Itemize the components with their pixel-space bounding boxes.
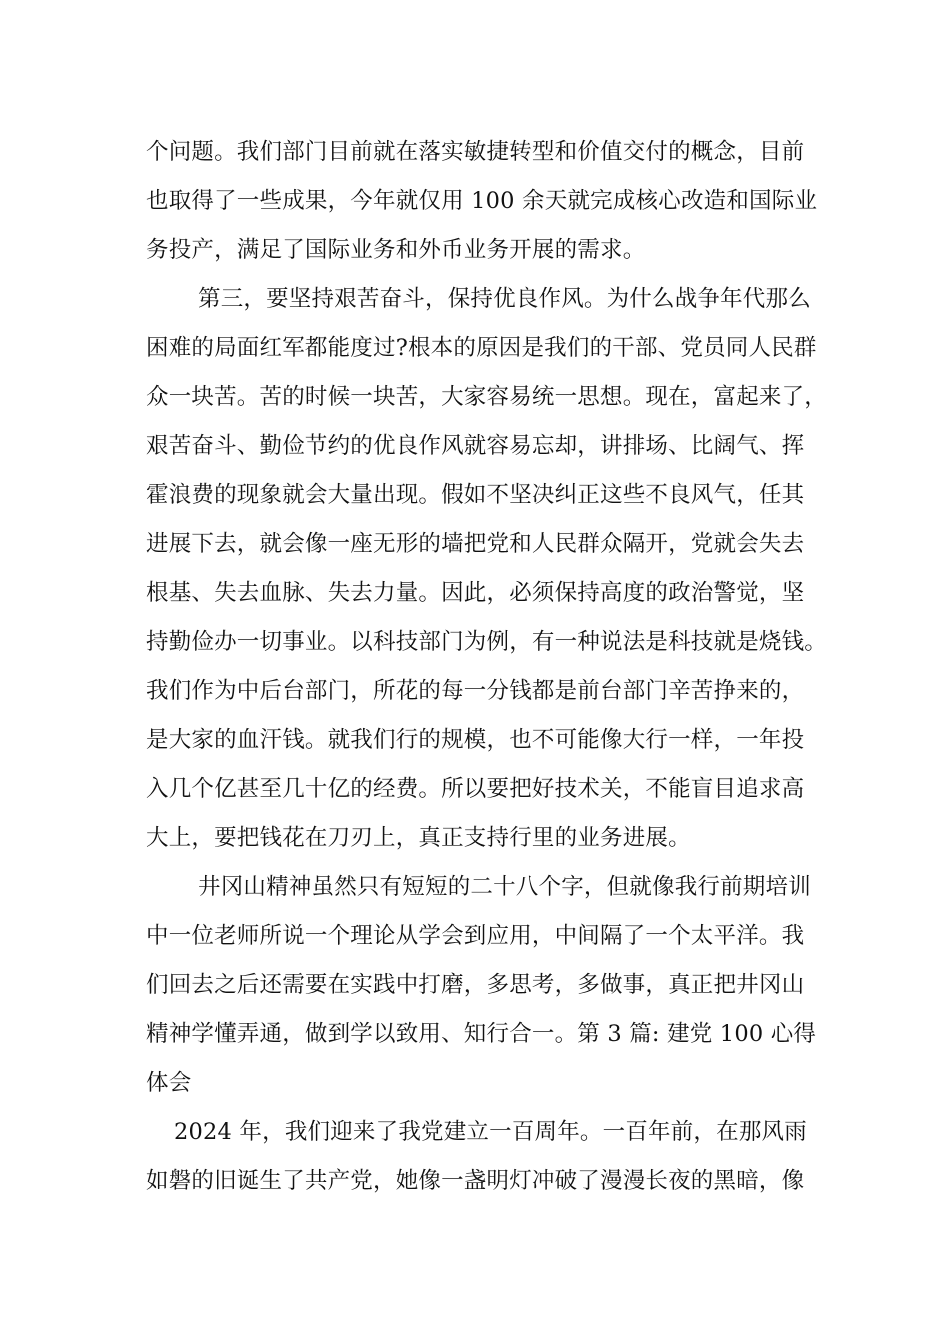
text-line: 精神学懂弄通，做到学以致用、知行合一。第 3 篇: 建党 100 心得 xyxy=(146,1021,817,1047)
text-line: 如磐的旧诞生了共产党，她像一盏明灯冲破了漫漫长夜的黑暗，像 xyxy=(146,1168,805,1194)
paragraph-start-line: 2024 年，我们迎来了我党建立一百周年。一百年前，在那风雨 xyxy=(174,1119,807,1145)
text-line: 中一位老师所说一个理论从学会到应用，中间隔了一个太平洋。我 xyxy=(146,923,805,949)
text-line: 持勤俭办一切事业。以科技部门为例，有一种说法是科技就是烧钱。 xyxy=(146,629,828,655)
text-line: 个问题。我们部门目前就在落实敏捷转型和价值交付的概念，目前 xyxy=(146,139,805,165)
text-line: 霍浪费的现象就会大量出现。假如不坚决纠正这些不良风气，任其 xyxy=(146,482,805,508)
text-line: 困难的局面红军都能度过?根本的原因是我们的干部、党员同人民群 xyxy=(146,335,817,361)
text-line: 体会 xyxy=(146,1070,192,1096)
text-line: 也取得了一些成果，今年就仅用 100 余天就完成核心改造和国际业 xyxy=(146,188,818,214)
text-line: 我们作为中后台部门，所花的每一分钱都是前台部门辛苦挣来的， xyxy=(146,678,805,704)
paragraph-start-line: 第三，要坚持艰苦奋斗，保持优良作风。为什么战争年代那么 xyxy=(198,286,811,312)
text-line: 务投产，满足了国际业务和外币业务开展的需求。 xyxy=(146,237,646,263)
text-line: 们回去之后还需要在实践中打磨，多思考，多做事，真正把井冈山 xyxy=(146,972,805,998)
paragraph-start-line: 井冈山精神虽然只有短短的二十八个字，但就像我行前期培训 xyxy=(198,874,811,900)
text-line: 大上，要把钱花在刀刃上，真正支持行里的业务进展。 xyxy=(146,825,691,851)
text-line: 入几个亿甚至几十亿的经费。所以要把好技术关，不能盲目追求高 xyxy=(146,776,805,802)
text-line: 进展下去，就会像一座无形的墙把党和人民群众隔开，党就会失去 xyxy=(146,531,805,557)
text-line: 是大家的血汗钱。就我们行的规模，也不可能像大行一样，一年投 xyxy=(146,727,805,753)
text-line: 艰苦奋斗、勤俭节约的优良作风就容易忘却，讲排场、比阔气、挥 xyxy=(146,433,805,459)
text-line: 根基、失去血脉、失去力量。因此，必须保持高度的政治警觉，坚 xyxy=(146,580,805,606)
text-line: 众一块苦。苦的时候一块苦，大家容易统一思想。现在，富起来了， xyxy=(146,384,828,410)
